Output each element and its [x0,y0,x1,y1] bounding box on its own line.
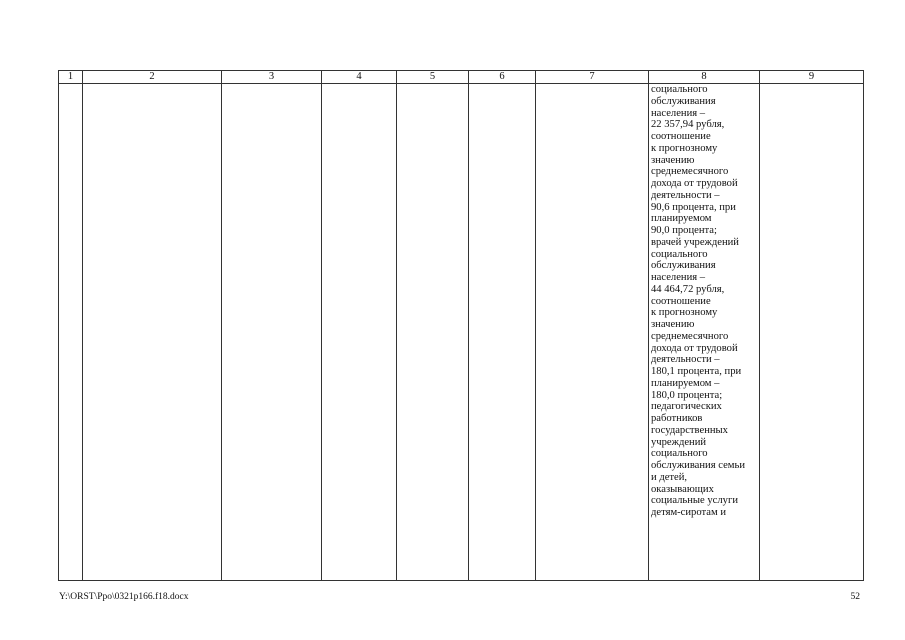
column-header-4: 4 [322,71,397,84]
cell-text-line: социального [651,448,708,460]
page-number: 52 [850,592,860,602]
table-row [59,84,864,581]
cell-col-1 [59,84,83,581]
cell-text-line: работников [651,413,703,424]
cell-text-line: 44 464,72 рубля, [651,283,725,295]
cell-text-line: социального [651,248,708,260]
cell-text-line: соотношение [651,295,711,307]
cell-text-line: планируемом [651,213,712,225]
cell-text-line: населения – [651,107,706,119]
cell-col-9 [760,84,864,581]
cell-text-line: 180,0 процента; [651,389,723,401]
cell-col-3 [222,84,322,581]
column-header-3: 3 [222,71,322,84]
cell-text-line: 90,6 процента, при [651,201,736,213]
cell-text-line: дохода от трудовой [651,342,738,354]
column-header-6: 6 [469,71,536,84]
cell-text-line: обслуживания семьи [651,460,745,471]
cell-text-line: значению [651,319,695,330]
cell-text-line: к прогнозному [651,142,718,154]
cell-col-5 [397,84,469,581]
cell-text-line: населения – [651,272,706,283]
cell-text-line: социального [651,84,708,95]
cell-text-line: оказывающих [651,483,714,495]
cell-text-line: педагогических [651,401,722,413]
cell-text-line: учреждений [651,436,707,448]
cell-text-line: 180,1 процента, при [651,366,742,377]
cell-text-line: значению [651,154,695,166]
cell-col-8-text [651,84,757,519]
cell-text-line: детям-сиротам и [651,507,726,518]
column-header-5: 5 [397,71,469,84]
cell-col-7 [536,84,649,581]
column-header-7: 7 [536,71,649,84]
cell-text-line: деятельности – [651,189,720,201]
cell-col-8 [649,84,760,581]
column-header-1: 1 [59,71,83,84]
cell-text-line: 22 357,94 рубля, [651,119,725,131]
header-row [59,71,864,84]
cell-text-line: к прогнозному [651,307,718,319]
cell-text-line: врачей учреждений [651,236,739,248]
cell-col-4 [322,84,397,581]
cell-text-line: соотношение [651,131,711,142]
data-table [58,70,864,581]
cell-text-line: среднемесячного [651,166,729,178]
cell-text-line: обслуживания [651,260,716,272]
cell-text-line: планируемом – [651,377,720,389]
cell-text-line: государственных [651,424,728,436]
cell-text-line: и детей, [651,471,688,483]
cell-text-line: деятельности – [651,354,720,366]
cell-text-line: дохода от трудовой [651,178,738,189]
cell-text-line: социальные услуги [651,495,738,507]
footer-file-path: Y:\ORST\Ppo\0321p166.f18.docx [59,592,189,602]
cell-col-6 [469,84,536,581]
column-header-8: 8 [649,71,760,84]
cell-text-line: 90,0 процента; [651,225,717,236]
column-header-2: 2 [83,71,222,84]
cell-text-line: обслуживания [651,95,716,107]
cell-text-line: среднемесячного [651,330,729,342]
cell-col-2 [83,84,222,581]
column-header-9: 9 [760,71,864,84]
